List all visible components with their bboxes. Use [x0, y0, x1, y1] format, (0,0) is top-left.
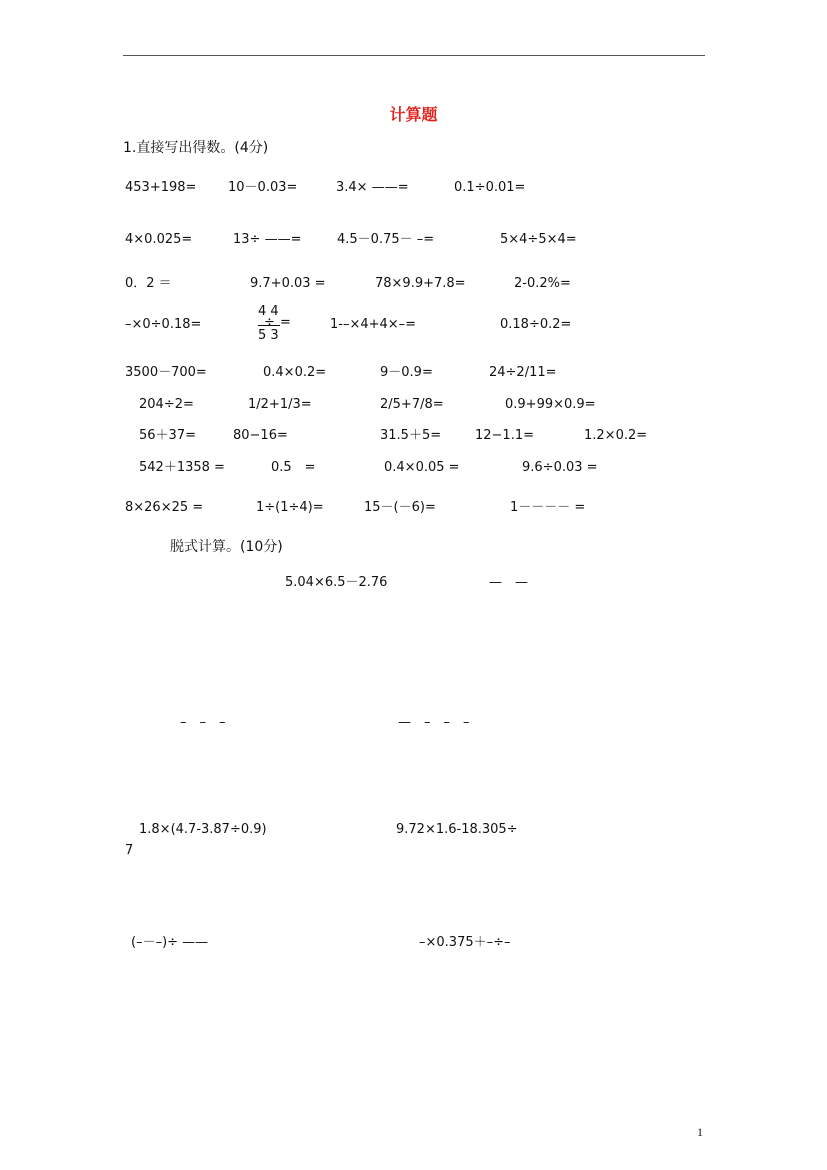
problem: 1-–×4+4×–=: [330, 317, 417, 332]
page-number: 1: [697, 1125, 703, 1139]
problem: 56＋37=: [139, 428, 196, 443]
problem: –×0÷0.18=: [125, 317, 202, 332]
problem: 13÷ ——=: [233, 232, 302, 247]
problem: 3500－700=: [125, 365, 207, 380]
fraction-problem: [258, 304, 291, 343]
problem: 78×9.9+7.8=: [375, 276, 466, 291]
fraction-marks: – – –: [180, 715, 226, 730]
problem: 1－－－－ =: [510, 500, 586, 515]
fraction-marks: — —: [489, 575, 529, 590]
fraction-marks: — – – –: [398, 715, 470, 730]
problem: 9.6÷0.03 =: [522, 460, 598, 475]
section-heading-direct-answers: 1.直接写出得数。(4分): [123, 140, 269, 156]
calc-problem: 5.04×6.5－2.76: [285, 575, 388, 590]
problem: 10－0.03=: [228, 180, 298, 195]
problem: 453+198=: [125, 180, 197, 195]
problem: 15－(－6)=: [364, 500, 436, 515]
calc-problem-wrap: 7: [125, 843, 134, 858]
problem: 9.7+0.03 =: [250, 276, 326, 291]
problem: 0.4×0.2=: [263, 365, 327, 380]
problem: 8×26×25 =: [125, 500, 204, 515]
problem: 542＋1358 =: [139, 460, 225, 475]
equals-sign: =: [280, 315, 291, 330]
problem: 1/2+1/3=: [248, 397, 312, 412]
problem: 0.9+99×0.9=: [505, 397, 596, 412]
fraction-denominators: 5 3: [258, 328, 279, 343]
problem: 3.4× ——=: [336, 180, 409, 195]
section-heading-step-calculation: 脱式计算。(10分): [170, 539, 283, 555]
problem: 4×0.025=: [125, 232, 193, 247]
problem: 0.5 =: [271, 460, 316, 475]
problem: 1.2×0.2=: [584, 428, 648, 443]
problem: 9－0.9=: [380, 365, 433, 380]
divide-sign: ÷: [264, 315, 275, 330]
problem: 2/5+7/8=: [380, 397, 444, 412]
calc-problem: (–－–)÷ ——: [131, 935, 209, 950]
problem: 24÷2/11=: [489, 365, 557, 380]
problem: 1÷(1÷4)=: [256, 500, 324, 515]
fraction-numerators: 4 4: [258, 304, 279, 319]
problem: 0．2 ＝: [125, 276, 172, 291]
problem: 4.5－0.75－ –=: [337, 232, 435, 247]
calc-problem: 9.72×1.6-18.305÷: [396, 822, 518, 837]
problem: 0.18÷0.2=: [500, 317, 572, 332]
problem: 204÷2=: [139, 397, 194, 412]
problem: 31.5＋5=: [380, 428, 442, 443]
problem: 5×4÷5×4=: [500, 232, 577, 247]
problem: 80−16=: [233, 428, 288, 443]
calc-problem: –×0.375＋–÷–: [419, 935, 511, 950]
problem: 0.4×0.05 =: [384, 460, 460, 475]
problem: 12−1.1=: [475, 428, 535, 443]
calc-problem: 1.8×(4.7-3.87÷0.9): [139, 822, 267, 837]
problem: 2-0.2%=: [514, 276, 571, 291]
header-rule: [123, 55, 705, 56]
problem: 0.1÷0.01=: [454, 180, 526, 195]
page-title: 计算题: [389, 105, 438, 124]
